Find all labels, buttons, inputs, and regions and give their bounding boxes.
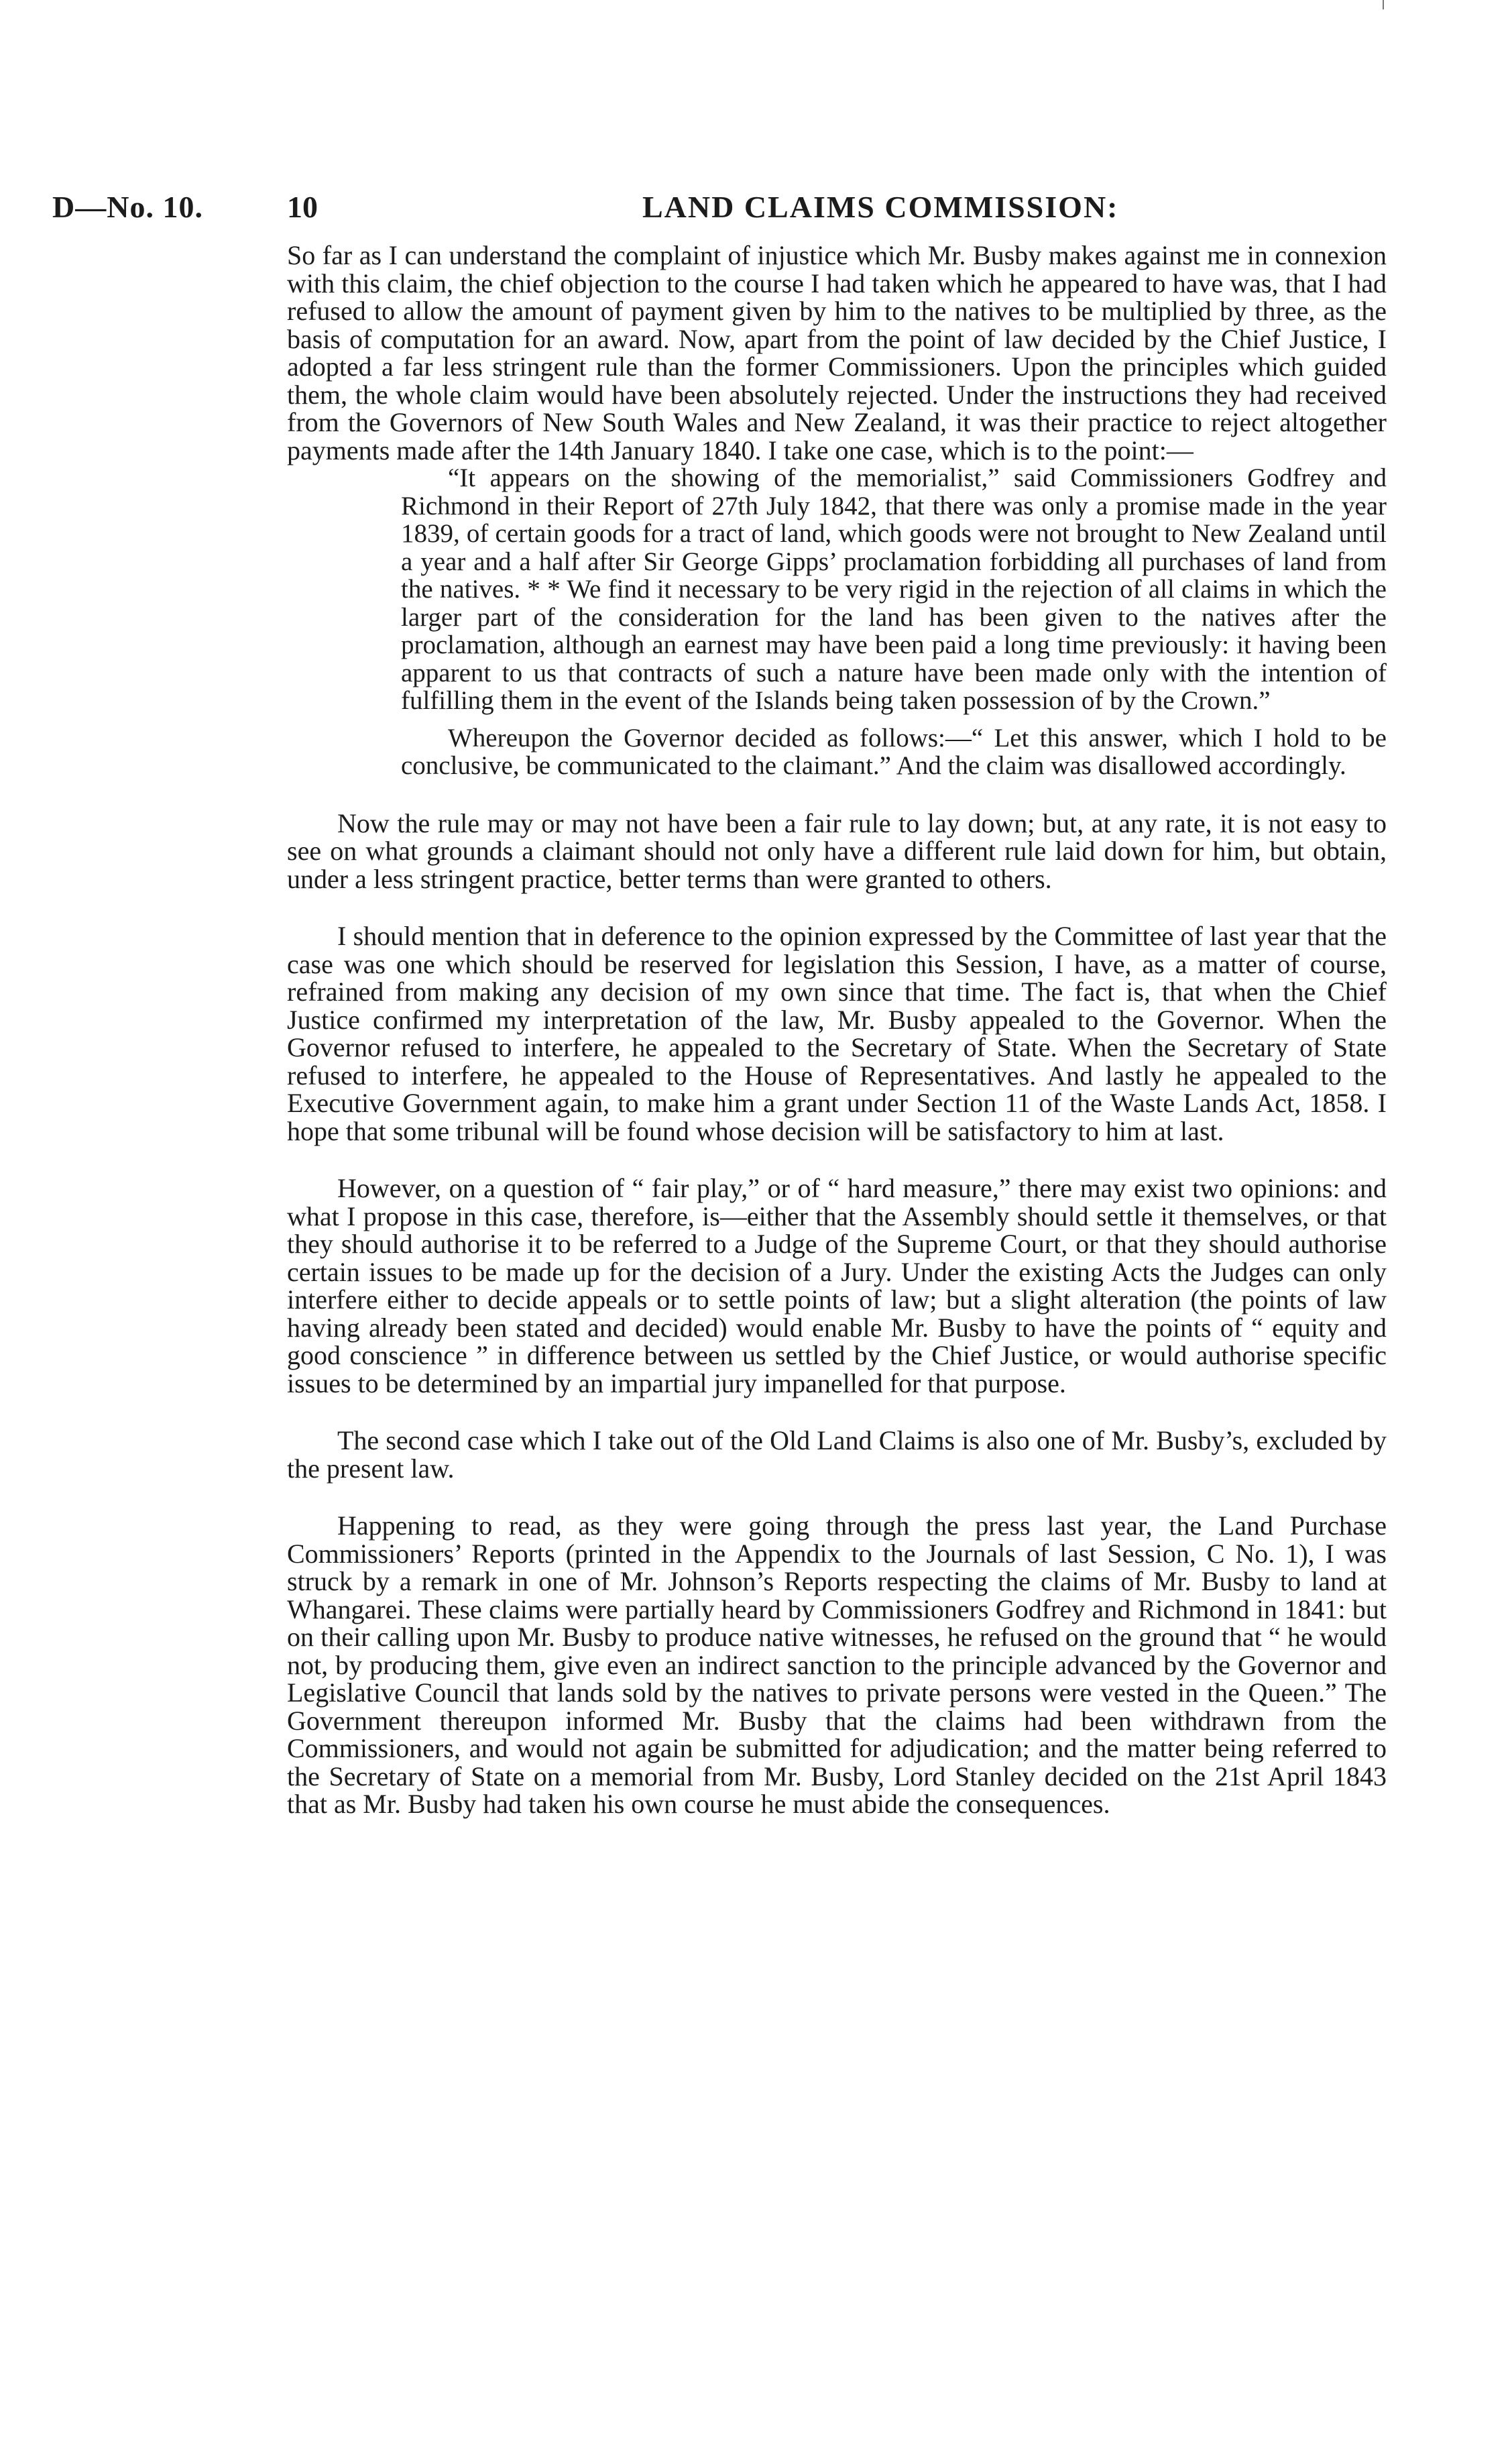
- quote-commissioners-report: “It appears on the showing of the memorialist,” said Commissioners Godfrey and Richmond in their Report of 27th July 1842, that there was only a promise made in the year 1839, of certain goods for a tract of land, which goods were not brought to New Zealand until a year and a half after Sir George Gipps’ proclamation forbidding all purchases of land from the natives. * * We find it necessary to be very rigid in the rejection of all claims in which the larger part of the consideration for the land has been given to the natives after the proclamation, although an earnest may have been paid a long time previously: it having been apparent to us that contracts of such a nature have been made only with the intention of fulfilling them in the event of the Islands being taken possession of by the Crown.”: [401, 463, 1387, 715]
- paragraph-gap: [287, 1145, 1387, 1174]
- quote-governor-decision: Whereupon the Governor decided as follows:—“ Let this answer, which I hold to be conclusive, be communicated to the claimant.” And the claim was disallowed accordingly.: [401, 723, 1387, 780]
- paragraph-whangarei: Happening to read, as they were going through the press last year, the Land Purchase Commissioners’ Reports (printed in the Appendix to the Journals of last Session, C No. 1), I was struck by a remark in one of Mr. Johnson’s Reports respecting the claims of Mr. Busby to land at Whangarei. These claims were partially heard by Commissioners Godfrey and Richmond in 1841: but on their calling upon Mr. Busby to produce native witnesses, he refused on the ground that “ he would not, by producing them, give even an indirect sanction to the principle advanced by the Governor and Legislative Council that lands sold by the natives to private persons were vested in the Queen.” The Government thereupon informed Mr. Busby that the claims had been withdrawn from the Commissioners, and would not again be submitted for adjudication; and the matter being referred to the Secretary of State on a memorial from Mr. Busby, Lord Stanley decided on the 21st April 1843 that as Mr. Busby had taken his own course he must abide the consequences.: [287, 1510, 1387, 1819]
- body-text: [287, 241, 1387, 1818]
- paragraph-gap: [287, 1482, 1387, 1512]
- paragraph-rule: Now the rule may or may not have been a fair rule to lay down; but, at any rate, it is not easy to see on what grounds a claimant should not only have a different rule laid down for him, but obtain, under a less stringent practice, better terms than were granted to others.: [287, 808, 1387, 894]
- running-title: LAND CLAIMS COMMISSION:: [642, 190, 1119, 224]
- paragraph-fair-play: However, on a question of “ fair play,” or of “ hard measure,” there may exist two opinions: and what I propose in this case, therefore, is—either that the Assembly should settle it themselves, or that they should authorise it to be referred to a Judge of the Supreme Court, or that they should authorise certain issues to be made up for the decision of a Jury. Under the existing Acts the Judges can only interfere either to decide appeals or to settle points of law; but a slight alteration (the points of law having already been stated and decided) would enable Mr. Busby to have the points of “ equity and good conscience ” in difference between us settled by the Chief Justice, or would authorise specific issues to be determined by an impartial jury impanelled for that purpose.: [287, 1173, 1387, 1398]
- block-quote: [401, 464, 1387, 780]
- scan-mark: [1383, 0, 1384, 9]
- page-number: 10: [287, 190, 318, 224]
- paragraph-gap: [287, 780, 1387, 810]
- paragraph-deference: I should mention that in deference to the opinion expressed by the Committee of last year that the case was one which should be reserved for legislation this Session, I have, as a matter of course, refrained from making any decision of my own since that time. The fact is, that when the Chief Justice confirmed my interpretation of the law, Mr. Busby appealed to the Governor. When the Governor refused to interfere, he appealed to the Secretary of State. When the Secretary of State refused to interfere, he appealed to the House of Representatives. And lastly he appealed to the Executive Government again, to make him a grant under Section 11 of the Waste Lands Act, 1858. I hope that some tribunal will be found whose decision will be satisfactory to him at last.: [287, 921, 1387, 1146]
- paragraph-gap: [287, 1397, 1387, 1427]
- paragraph-complaint: So far as I can understand the complaint of injustice which Mr. Busby makes against me in connexion with this claim, the chief objection to the course I had taken which he appeared to have was, that I had refused to allow the amount of payment given by him to the natives to be multiplied by three, as the basis of computation for an award. Now, apart from the point of law decided by the Chief Justice, I adopted a far less stringent rule than the former Commissioners. Upon the principles which guided them, the whole claim would have been absolutely rejected. Under the instructions they had received from the Governors of New South Wales and New Zealand, it was their practice to reject altogether payments made after the 14th January 1840. I take one case, which is to the point:—: [287, 240, 1387, 465]
- paragraph-second-case: The second case which I take out of the Old Land Claims is also one of Mr. Busby’s, excluded by the present law.: [287, 1425, 1387, 1484]
- page-header: [52, 189, 1393, 229]
- paragraph-gap: [287, 893, 1387, 922]
- document-reference: D—No. 10.: [52, 190, 203, 224]
